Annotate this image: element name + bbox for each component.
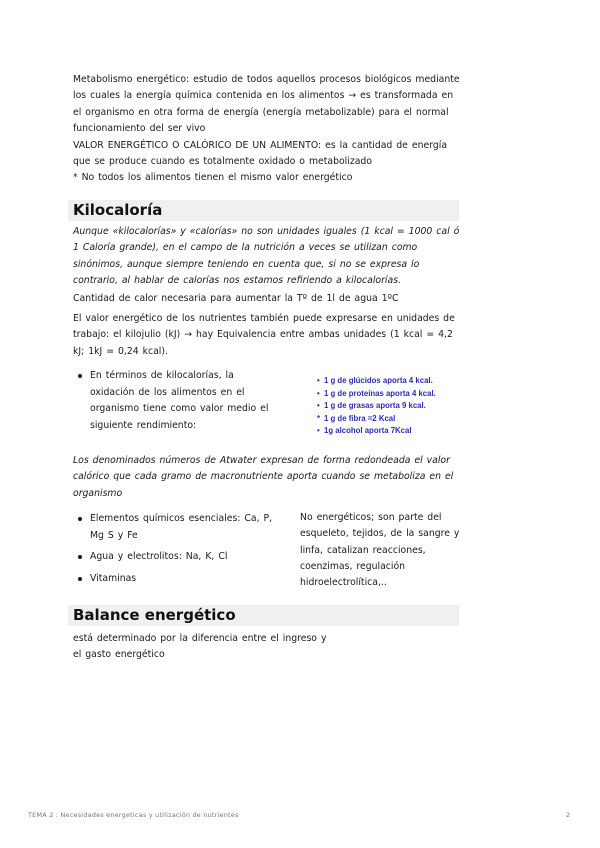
atwater-text: 1 g de proteínas aporta 4 kcal. [324, 388, 436, 398]
section-heading-kilocaloria: Kilocaloría [68, 200, 459, 221]
non-energetic-list [73, 511, 278, 587]
atwater-row-alcohol [317, 425, 467, 438]
kilocaloria-valor-paragraph: El valor energético de los nutrientes también puede expresarse en unidades de trabajo: el kilojulio (kJ) → hay Equivalencia entre ambas unidades (1 kcal = 4,2 kJ; 1kJ = 0,24 kcal). [73, 313, 455, 357]
atwater-row-glucidos [317, 375, 467, 388]
list-item-text: Elementos químicos esenciales: Ca, P, Mg S y Fe [90, 513, 273, 541]
list-item [73, 368, 273, 434]
bullet-icon [78, 577, 82, 581]
intro-paragraph-valor-energetico: VALOR ENERGÉTICO O CALÓRICO DE UN ALIMENTO: es la cantidad de energía que se produce cuando es totalmente oxidado o metabolizado [73, 140, 448, 168]
bullet-icon: • [317, 401, 320, 411]
bullet-icon [78, 555, 82, 559]
bullet-icon: * [317, 413, 321, 423]
page-number: 2 [566, 811, 571, 819]
intro-paragraph-metabolismo: Metabolismo energético: estudio de todos aquellos procesos biológicos mediante los cuales la energía química contenida en los alimentos → es transformada en el organismo en otra forma de energía (energía metabolizable) para el normal funcionamiento del ser vivo [73, 74, 460, 134]
section-heading-balance: Balance energético [68, 605, 459, 626]
atwater-text: 1g alcohol aporta 7Kcal [324, 426, 412, 436]
list-item [73, 549, 278, 566]
balance-line-1: está determinado por la diferencia entre el ingreso y [73, 633, 327, 644]
atwater-values-image [317, 375, 467, 438]
atwater-row-grasas [317, 400, 467, 413]
bullet-icon [78, 374, 82, 378]
rendimiento-list [73, 368, 273, 434]
bullet-icon: • [317, 426, 320, 436]
bullet-icon: • [317, 388, 320, 398]
atwater-row-fibra [317, 413, 467, 426]
intro-note: * No todos los alimentos tienen el mismo valor energético [73, 172, 353, 183]
footer-title: TEMA 2 : Necesidades energeticas y utilización de nutrientes [28, 811, 239, 819]
non-energetic-description: No energéticos; son parte del esqueleto, tejidos, de la sangre y linfa, catalizan reacciones, coenzimas, regulación hidroelectrolítica,.. [300, 512, 460, 589]
rendimiento-text: En términos de kilocalorías, la oxidación de los alimentos en el organismo tiene como valor medio el siguiente rendimiento: [90, 370, 269, 431]
list-item-text: Vitaminas [90, 572, 137, 584]
kilocaloria-italic-paragraph: Aunque «kilocalorías» y «calorías» no son unidades iguales (1 kcal = 1000 cal ó 1 Caloría grande), en el campo de la nutrición a veces se utilizan como sinónimos, aunque siempre teniendo en cuenta que, si no se expresa lo contrario, al hablar de calorías nos estamos refiriendo a kilocalorías. [73, 226, 460, 286]
balance-line-2: el gasto energético [73, 649, 165, 661]
atwater-text: 1 g de grasas aporta 9 kcal. [324, 401, 426, 411]
bullet-icon: • [317, 376, 320, 385]
atwater-italic-paragraph: Los denominados números de Atwater expresan de forma redondeada el valor calórico que cada gramo de macronutriente aporta cuando se metaboliza en el organismo [73, 455, 454, 499]
list-item [73, 571, 278, 588]
balance-paragraph [73, 631, 463, 664]
atwater-row-proteinas [317, 388, 467, 401]
atwater-text: 1 g de fibra =2 Kcal [324, 413, 396, 423]
bullet-icon [78, 517, 82, 521]
atwater-text: 1 g de glúcidos aporta 4 kcal. [324, 376, 433, 385]
list-item-text: Agua y electrolitos: Na, K, Cl [90, 551, 228, 562]
list-item [73, 511, 278, 544]
kilocaloria-cantidad-paragraph: Cantidad de calor necesaria para aumentar la Tº de 1l de agua 1ºC [73, 293, 399, 304]
